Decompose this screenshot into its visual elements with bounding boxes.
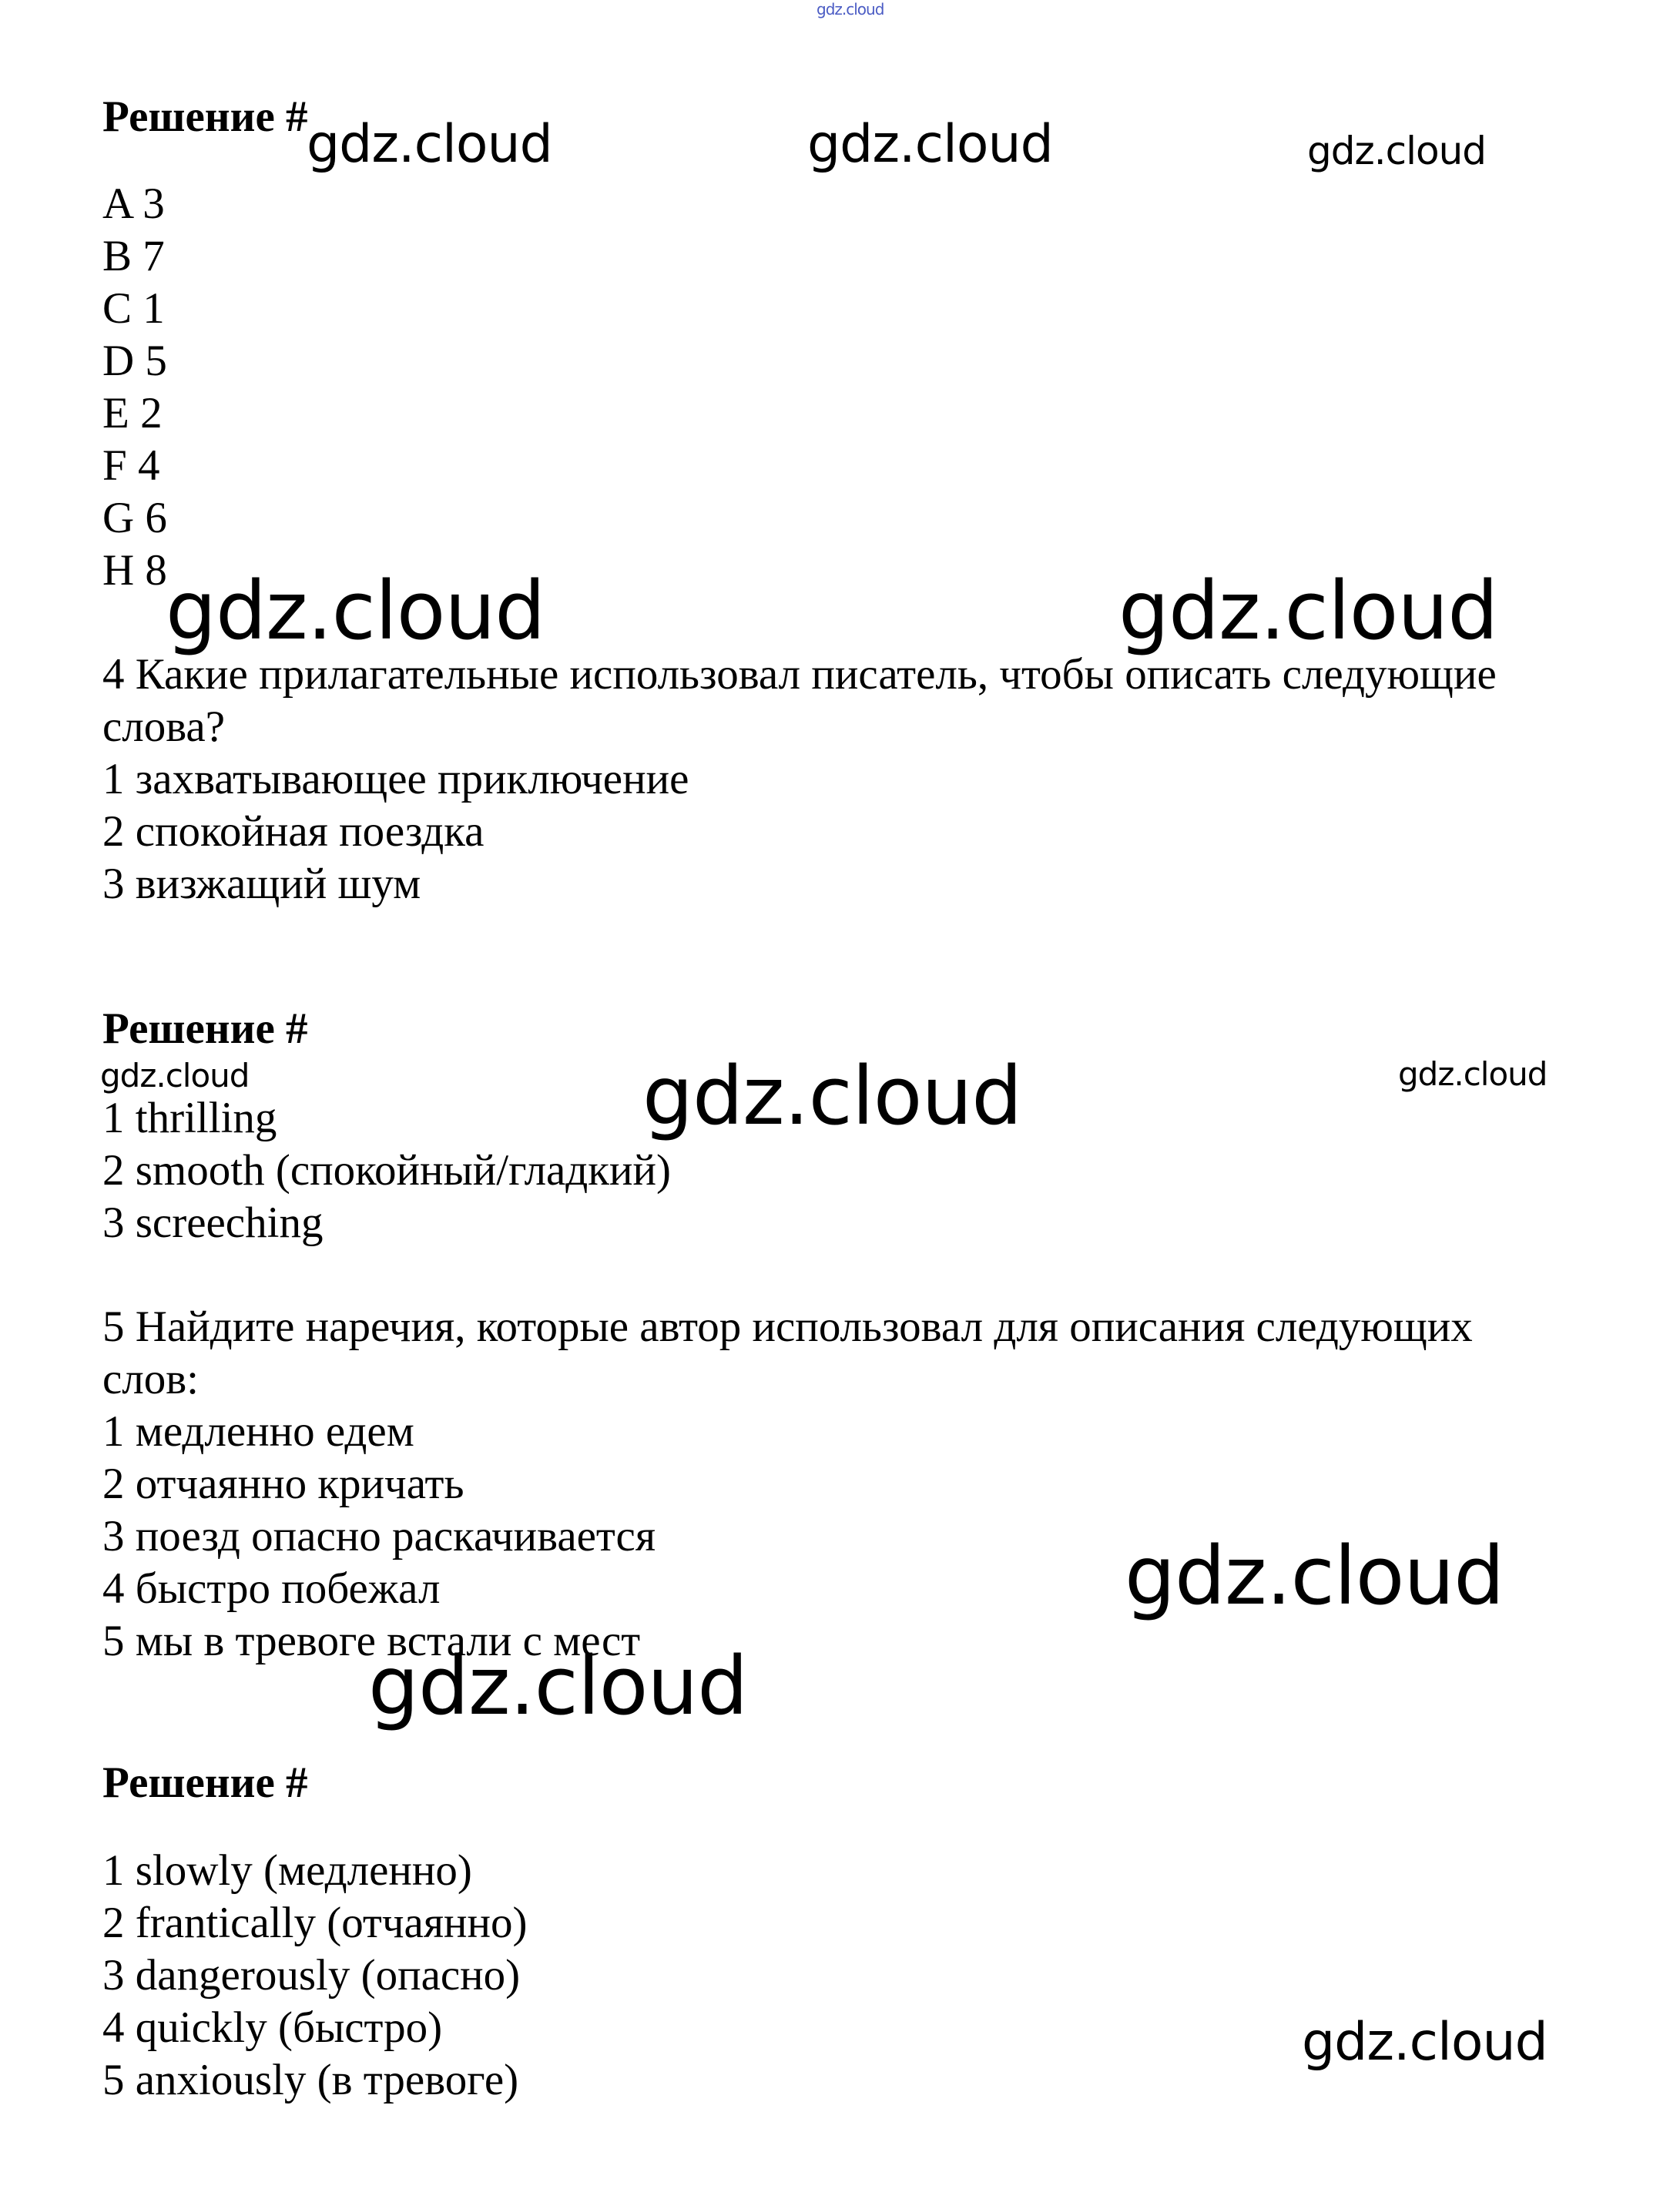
answer3-line-2: 2 frantically (отчаянно): [102, 1899, 528, 1947]
task4-line-1: 4 Какие прилагательные использовал писатель, чтобы описать следующие: [102, 650, 1497, 699]
watermark: gdz.cloud: [807, 114, 1053, 175]
watermark: gdz.cloud: [1125, 1529, 1504, 1623]
answer3-line-3: 3 dangerously (опасно): [102, 1951, 521, 2000]
task5-line-1: 5 Найдите наречия, которые автор использовал для описания следующих: [102, 1302, 1473, 1351]
watermark: gdz.cloud: [166, 564, 545, 658]
watermark: gdz.cloud: [307, 114, 552, 175]
task5-line-5: 3 поезд опасно раскачивается: [102, 1512, 656, 1560]
answer1-line-6: F 4: [102, 441, 160, 490]
answer2-line-3: 3 screeching: [102, 1198, 324, 1247]
task4-line-5: 3 визжащий шум: [102, 860, 421, 908]
watermark: gdz.cloud: [1307, 129, 1487, 173]
answer2-line-1: 1 thrilling: [102, 1094, 277, 1142]
task4-line-2: слова?: [102, 702, 226, 751]
task4-line-3: 1 захватывающее приключение: [102, 755, 689, 803]
task5-line-4: 2 отчаянно кричать: [102, 1460, 464, 1508]
watermark: gdz.cloud: [1118, 564, 1498, 658]
watermark: gdz.cloud: [1302, 2012, 1548, 2073]
watermark: gdz.cloud: [368, 1639, 748, 1733]
answer1-line-7: G 6: [102, 494, 167, 542]
answer1-line-5: E 2: [102, 389, 163, 437]
watermark: gdz.cloud: [1398, 1055, 1548, 1093]
task5-line-2: слов:: [102, 1355, 199, 1403]
task5-line-3: 1 медленно едем: [102, 1407, 414, 1456]
task5-line-6: 4 быстро побежал: [102, 1564, 441, 1613]
solution-heading-1: Решение #: [102, 92, 308, 141]
task5-line-7: 5 мы в тревоге встали с мест: [102, 1617, 641, 1665]
answer3-line-5: 5 anxiously (в тревоге): [102, 2056, 519, 2104]
answer1-line-4: D 5: [102, 337, 167, 385]
answer1-line-1: A 3: [102, 179, 165, 228]
answer3-line-4: 4 quickly (быстро): [102, 2003, 443, 2052]
solution-heading-2: Решение #: [102, 1004, 308, 1053]
answer1-line-3: C 1: [102, 284, 165, 333]
answer1-line-8: H 8: [102, 546, 167, 595]
answer2-line-2: 2 smooth (спокойный/гладкий): [102, 1146, 671, 1195]
answer3-line-1: 1 slowly (медленно): [102, 1846, 472, 1895]
watermark-top: gdz.cloud: [817, 0, 884, 18]
task4-line-4: 2 спокойная поездка: [102, 807, 485, 856]
answer1-line-2: B 7: [102, 232, 165, 280]
solution-heading-3: Решение #: [102, 1758, 308, 1807]
watermark: gdz.cloud: [100, 1057, 250, 1094]
watermark: gdz.cloud: [642, 1049, 1022, 1143]
